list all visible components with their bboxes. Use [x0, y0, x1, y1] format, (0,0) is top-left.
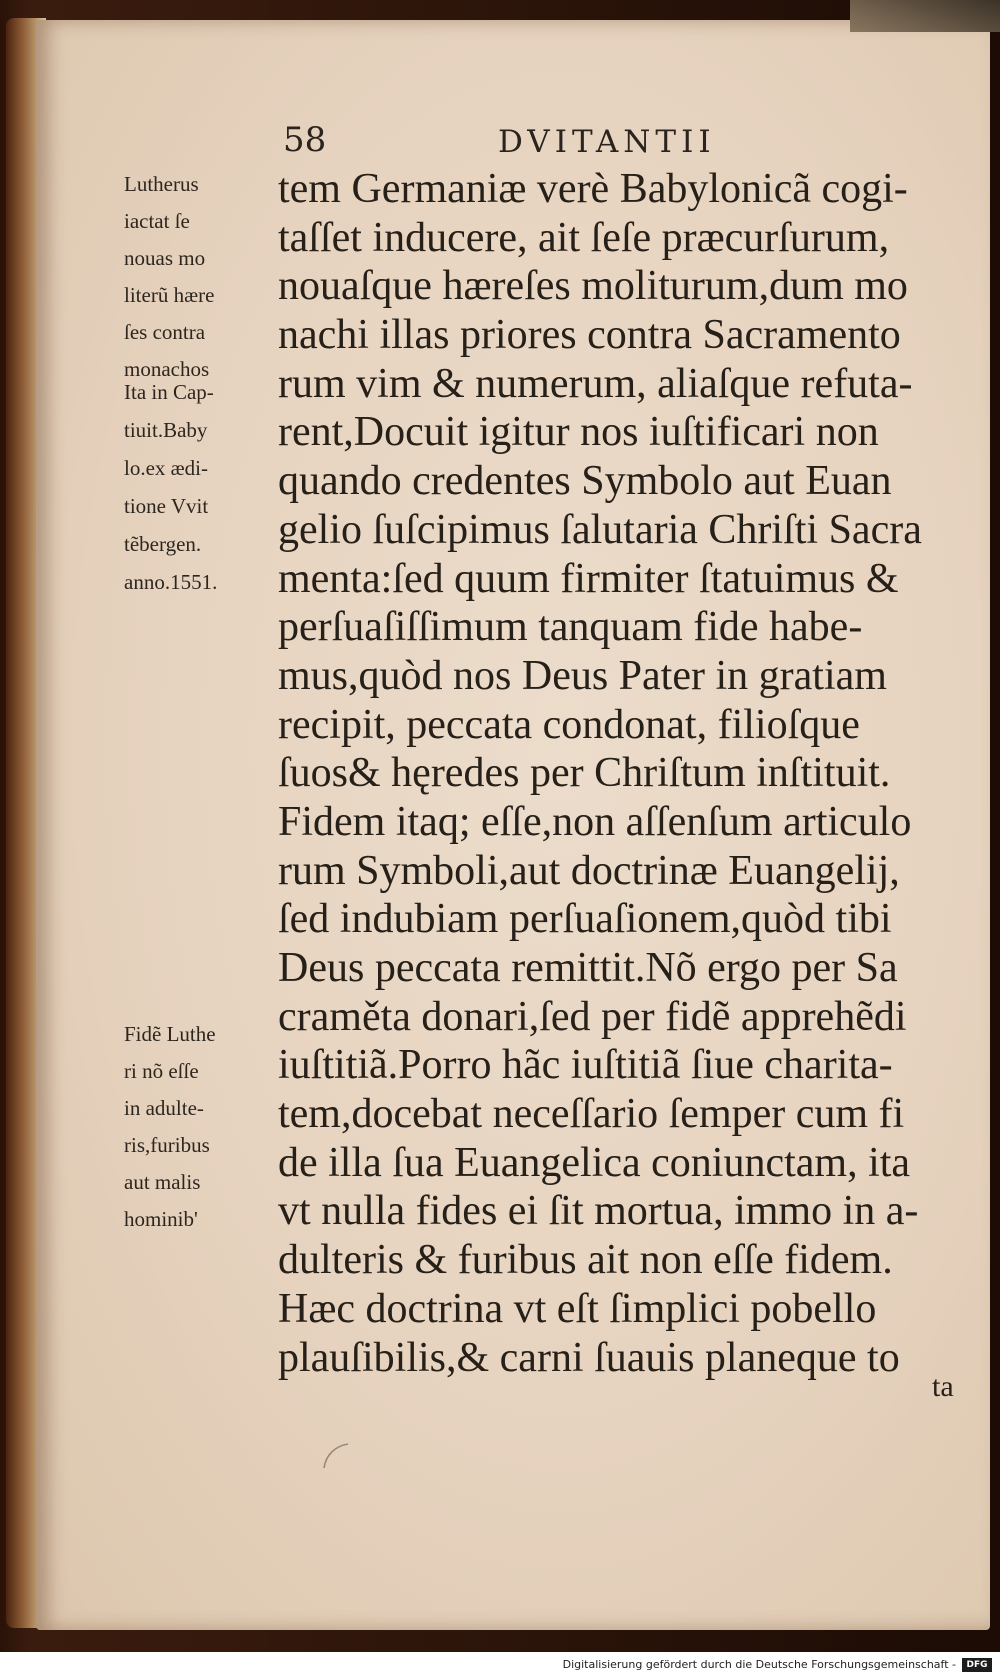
text-line: iuſtitiã.Porro hãc iuſtitiã ſiue charita- [278, 1042, 893, 1089]
margin-note-line: ſes contra [124, 320, 206, 344]
footer-credit: Digitalisierung gefördert durch die Deutsche Forschungsgemeinschaft - [562, 1658, 956, 1671]
page-number: 58 [283, 120, 327, 160]
margin-note-line: hominib' [124, 1207, 198, 1231]
text-line: menta:ſed quum firmiter ſtatuimus & [278, 555, 899, 602]
margin-note-line: Fidẽ Luthe [124, 1022, 216, 1046]
footer-bar [0, 1652, 1000, 1680]
margin-note-line: monachos [124, 357, 210, 381]
text-line: dulteris & furibus ait non eſſe fidem. [278, 1237, 893, 1284]
margin-note-line: literũ hære [124, 283, 215, 307]
margin-note-line: anno.1551. [124, 570, 218, 594]
corner-shadow [850, 0, 1000, 32]
main-text-block [278, 165, 968, 1382]
text-line: mus,quòd nos Deus Pater in gratiam [278, 652, 887, 699]
text-line: Deus peccata remittit.Nõ ergo per Sa [278, 945, 898, 991]
margin-note-line: tione Vvit [124, 494, 209, 518]
text-line: nouaſque hæreſes moliturum,dum mo [278, 263, 908, 310]
margin-note-line: in adulte- [124, 1096, 204, 1120]
text-line: ſed indubiam perſuaſionem,quòd tibi [278, 896, 892, 943]
margin-note-line: iactat ſe [124, 209, 190, 233]
margin-note-line: tiuit.Baby [124, 418, 208, 442]
text-line: taſſet inducere, ait ſeſe præcurſurum, [278, 214, 890, 261]
margin-note-line: Ita in Cap- [124, 380, 214, 404]
text-line: Hæc doctrina vt eſt ſimplici pobello [278, 1285, 877, 1332]
text-line: craměta donari,ſed per fidẽ apprehẽdi [278, 993, 907, 1040]
text-line: vt nulla fides ei ſit mortua, immo in a- [278, 1188, 919, 1235]
text-line: Fidem itaq; eſſe,non aſſenſum articulo [278, 798, 912, 845]
margin-note-line: ris,furibus [124, 1133, 210, 1157]
margin-note-line: aut malis [124, 1170, 201, 1194]
ink-mark [318, 1440, 358, 1474]
text-line: plauſibilis,& carni ſuauis planeque to [278, 1334, 900, 1381]
running-title: DVITANTII [498, 124, 716, 160]
dfg-logo: DFG [962, 1658, 992, 1672]
text-line: rent,Docuit igitur nos iuſtificari non [278, 409, 879, 456]
text-line: rum vim & numerum, aliaſque refuta- [278, 360, 913, 407]
margin-note-line: ri nõ eſſe [124, 1059, 199, 1083]
text-line: tem Germaniæ verè Babylonicã cogi- [278, 166, 908, 212]
text-line: gelio ſuſcipimus ſalutaria Chriſti Sacra [278, 506, 922, 553]
text-line: quando credentes Symbolo aut Euan [278, 458, 892, 505]
running-head [0, 112, 1000, 164]
text-line: nachi illas priores contra Sacramento [278, 312, 901, 359]
text-line: recipit, peccata condonat, filioſque [278, 701, 860, 748]
margin-note-line: Lutherus [124, 172, 199, 196]
margin-note-line: nouas mo [124, 246, 206, 270]
text-line: de illa ſua Euangelica coniunctam, ita [278, 1139, 911, 1186]
text-line: rum Symboli,aut doctrinæ Euangelij, [278, 847, 900, 894]
margin-note-line: tẽbergen. [124, 532, 202, 556]
text-line: perſuaſiſſimum tanquam fide habe- [278, 604, 863, 651]
catchword: ta [932, 1370, 954, 1403]
text-line: tem,docebat neceſſario ſemper cum fi [278, 1091, 905, 1138]
margin-note-line: lo.ex ædi- [124, 456, 208, 480]
text-line: ſuos& hęredes per Chriſtum inſtituit. [278, 750, 891, 797]
